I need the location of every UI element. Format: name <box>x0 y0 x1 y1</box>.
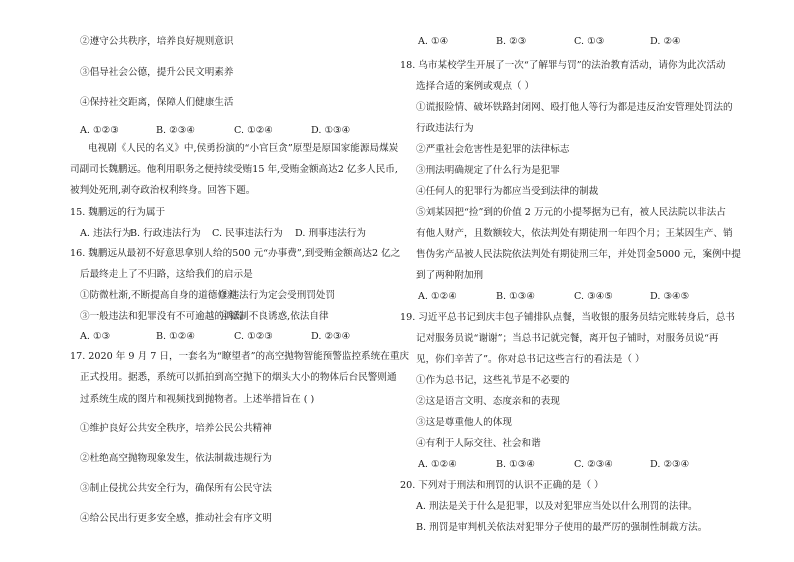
text-line: ②遵守公共秩序，培养良好规则意识 <box>80 36 234 47</box>
text-line: ②这是语言文明、态度亲和的表现 <box>416 396 560 407</box>
answer-option: C. ①③ <box>574 36 605 47</box>
text-line: 正式投用。据悉，系统可以抓拍到高空抛下的烟头大小的物体后台民警则通 <box>80 372 397 383</box>
text-line: 19. 习近平总书记到庆丰包子铺排队点餐，当收银的服务员结完账转身后，总书 <box>400 312 735 323</box>
text-line: ④有利于人际交往、社会和谐 <box>416 438 541 449</box>
text-line: 到了两种附加刑 <box>416 270 484 281</box>
text-line: ①维护良好公共安全秩序，培养公民公共精神 <box>80 423 272 434</box>
answer-option: A. 违法行为 <box>80 228 132 239</box>
answer-option: A. ①④ <box>418 36 449 47</box>
text-line: 见，你们辛苦了”。你对总书记这些言行的看法是（ ） <box>416 354 645 365</box>
answer-option: A. ①②④ <box>418 291 457 302</box>
answer-option: ④抵制不良诱惑,依法自律 <box>220 311 329 322</box>
text-line: 15. 魏鹏远的行为属于 <box>70 207 166 218</box>
text-line: ①防微杜渐,不断提高自身的道德修养 <box>80 290 237 301</box>
answer-option: C. ①②④ <box>234 125 273 136</box>
answer-option: B. ①③④ <box>496 291 535 302</box>
answer-option: B. ②③ <box>496 36 527 47</box>
text-line: ⑤刘某因把“捡”到的价值 2 万元的小提琴据为已有，被人民法院以非法占 <box>416 207 726 218</box>
answer-option: C. 民事违法行为 <box>212 228 283 239</box>
answer-option: C. ②③④ <box>574 459 613 470</box>
text-line: 司副司长魏鹏远。他利用职务之便持续受贿15 年,受贿金额高达2 亿多人民币, <box>70 164 398 175</box>
text-line: 选择合适的案例或观点（ ） <box>416 81 535 92</box>
text-line: ④给公民出行更多安全感，推动社会有序文明 <box>80 513 272 524</box>
text-line: 售伪劣产品被人民法院依法判处有期徒刑三年，并处罚金5000 元，案例中提 <box>416 249 741 260</box>
answer-option: D. 刑事违法行为 <box>295 228 367 239</box>
text-line: ③一般违法和犯罪没有不可逾越的鸿沟 <box>80 311 244 322</box>
text-line: ③制止侵扰公共安全行为，确保所有公民守法 <box>80 483 272 494</box>
answer-option: ②违法行为定会受刑罚处罚 <box>220 290 336 301</box>
answer-option: A. ①②③ <box>80 125 119 136</box>
answer-option: C. ①②③ <box>234 331 273 342</box>
answer-option: D. ②④ <box>650 36 681 47</box>
text-line: ④任何人的犯罪行为都应当受到法律的制裁 <box>416 186 599 197</box>
text-line: ①谎报险情、破坏铁路封闭网、殴打他人等行为都是违反治安管理处罚法的 <box>416 102 733 113</box>
text-line: ②严重社会危害性是犯罪的法律标志 <box>416 144 570 155</box>
text-line: 后最终走上了不归路，这给我们的启示是 <box>80 269 253 280</box>
text-line: 20. 下列对于刑法和刑罚的认识不正确的是（ ） <box>400 480 604 491</box>
text-line: 17. 2020 年 9 月 7 日，一套名为“瞭望者”的高空抛物智能预警监控系统在重庆 <box>70 351 410 362</box>
answer-option: D. ②③④ <box>650 459 690 470</box>
answer-option: B. ②③④ <box>156 125 195 136</box>
text-line: ①作为总书记，这些礼节是不必要的 <box>416 375 570 386</box>
text-line: ③倡导社会公德，提升公民文明素养 <box>80 67 234 78</box>
text-line: 过系统生成的图片和视频找到抛物者。上述举措旨在 ( ) <box>80 394 315 405</box>
answer-option: B. ①③④ <box>496 459 535 470</box>
text-line: 有他人财产，且数额较大，依法判处有期徒刑一年四个月；王某因生产、销 <box>416 228 733 239</box>
text-line: A. 刑法是关于什么是犯罪，以及对犯罪应当处以什么刑罚的法律。 <box>416 501 698 512</box>
text-line: ④保持社交距离，保障人们健康生活 <box>80 97 234 108</box>
answer-option: C. ③④⑤ <box>574 291 613 302</box>
text-line: 记对服务员说“谢谢”；当总书记就完餐，离开包子铺时，对服务员说“再 <box>416 333 719 344</box>
text-line: ③刑法明确规定了什么行为是犯罪 <box>416 165 560 176</box>
text-line: B. 刑罚是审判机关依法对犯罪分子使用的最严厉的强制性制裁方法。 <box>416 522 708 533</box>
text-line: 电视剧《人民的名义》中,侯勇扮演的“小官巨贪”原型是原国家能源局煤炭 <box>88 143 399 154</box>
answer-option: D. ③④⑤ <box>650 291 690 302</box>
text-line: ③这是尊重他人的体现 <box>416 417 512 428</box>
answer-option: D. ②③④ <box>311 331 351 342</box>
text-line: 被判处死刑,剥夺政治权利终身。回答下题。 <box>70 185 256 196</box>
text-line: 16. 魏鹏远从最初不好意思拿别人给的500 元“办事费”,到受贿金额高达2 亿之 <box>70 248 401 259</box>
text-line: 行政违法行为 <box>416 123 474 134</box>
answer-option: B. 行政违法行为 <box>130 228 201 239</box>
text-line: 18. 乌市某校学生开展了一次“了解罪与罚”的法治教育活动，请你为此次活动 <box>400 60 726 71</box>
answer-option: A. ①②④ <box>418 459 457 470</box>
answer-option: B. ①②④ <box>156 331 195 342</box>
answer-option: A. ①③ <box>80 331 111 342</box>
answer-option: D. ①③④ <box>311 125 351 136</box>
text-line: ②杜绝高空抛物现象发生，依法制裁违规行为 <box>80 453 272 464</box>
